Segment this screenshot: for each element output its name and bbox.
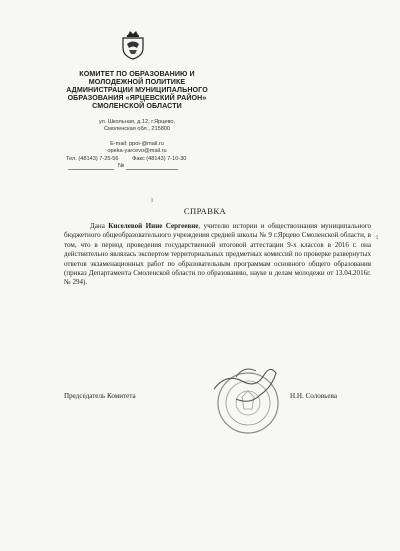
document-title: СПРАВКА	[183, 206, 227, 216]
margin-tick: ı	[376, 232, 379, 241]
recipient-name: Киселевой Инне Сергеевне	[108, 222, 199, 230]
body-text: , учителю истории и обществознания муниципального бюджетного общеобразовательного учреждения средней школы № 9 г.Ярцево Смоленской области, в том, что в период проведения государственной итоговой аттестации 9-х классов в 2016 г. она действительно являлась экспертом территориальных предметных комиссий по проверке развернутых ответов экзаменационных работ по образовательным программам основного общего образования (приказ Департамента Смоленской области по образованию, науке и делам молодежи от 13.04.2016г. № 294).	[64, 222, 371, 287]
document-body	[64, 222, 371, 288]
org-emails	[62, 141, 212, 155]
number-sign: №	[118, 163, 125, 169]
fax-number: Факс (48143) 7-10-30	[132, 156, 187, 162]
coat-of-arms-icon	[120, 30, 146, 60]
address-line: ул. Школьная, д.12, г.Ярцево,	[98, 119, 176, 125]
margin-tick: ı	[151, 195, 154, 204]
organization-name	[62, 70, 212, 110]
signatory-position: Председатель Комитета	[64, 392, 136, 400]
email-line: E-mail: ppoi-@mail.ru	[110, 141, 164, 147]
date-line	[68, 169, 114, 170]
signatory-name: Н.Н. Соловьева	[290, 392, 337, 400]
org-name-line: СМОЛЕНСКОЙ ОБЛАСТИ	[92, 102, 182, 111]
email-line: opeka-yarcevo@mail.ru	[107, 148, 167, 154]
org-name-line: МОЛОДЕЖНОЙ ПОЛИТИКЕ	[88, 78, 186, 87]
address-line: Смоленская обл., 215800	[103, 126, 171, 132]
number-line	[126, 169, 178, 170]
org-name-line: КОМИТЕТ ПО ОБРАЗОВАНИЮ И	[79, 70, 195, 78]
official-seal-icon	[206, 355, 298, 447]
org-address	[62, 119, 212, 133]
phone-number: Тел. (48143) 7-25-56	[66, 156, 119, 162]
org-name-line: АДМИНИСТРАЦИИ МУНИЦИПАЛЬНОГО	[66, 86, 208, 95]
org-phones	[66, 156, 246, 162]
body-prefix: Дана	[90, 222, 109, 230]
org-name-line: ОБРАЗОВАНИЯ «ЯРЦЕВСКИЙ РАЙОН»	[67, 94, 207, 103]
